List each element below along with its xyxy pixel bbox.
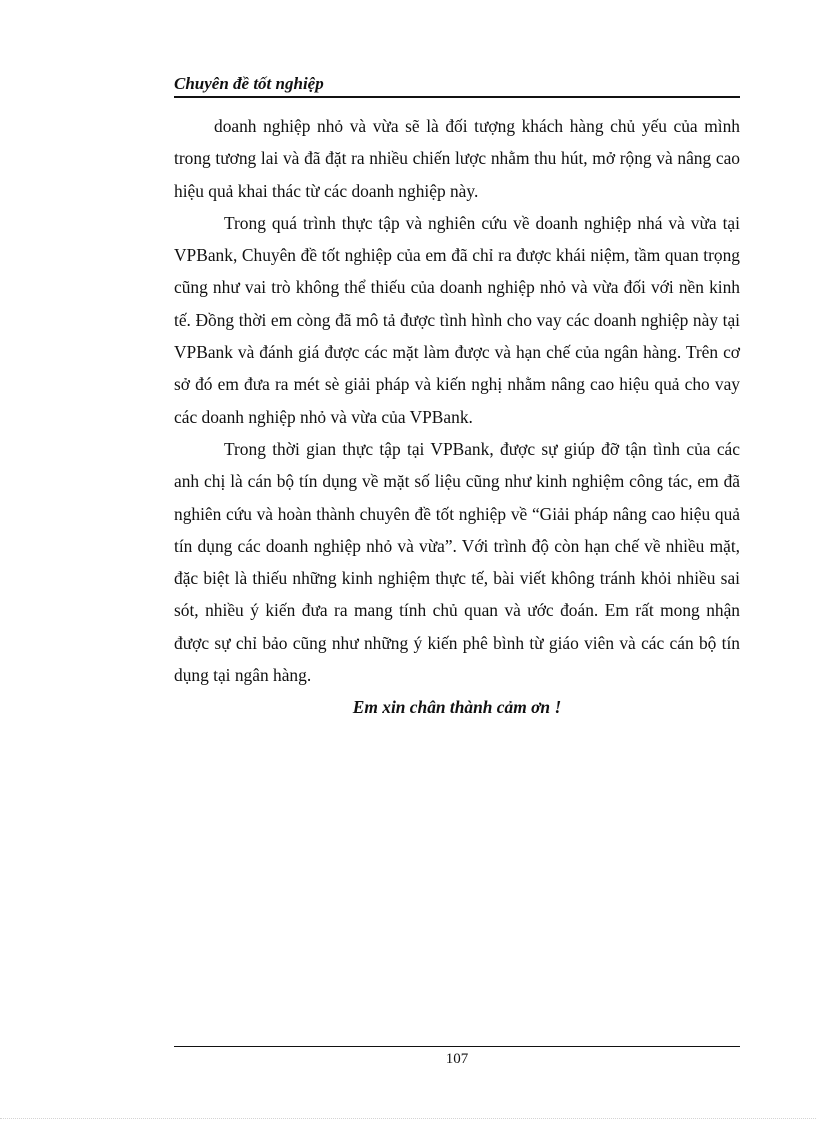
paragraph-continuation: doanh nghiệp nhỏ và vừa sẽ là đối tượng khách hàng chủ yếu của mình trong tương lai và đã đặt ra nhiều chiến lược nhằm thu hút, mở rộng và nâng cao hiệu quả khai thác từ các doanh nghiệp này. xyxy=(174,116,740,201)
closing-thanks: Em xin chân thành cảm ơn ! xyxy=(352,697,562,718)
paragraph-internship-research: Trong quá trình thực tập và nghiên cứu về doanh nghiệp nhá và vừa tại VPBank, Chuyên đề tốt nghiệp của em đã chỉ ra được khái niệm, tầm quan trọng cũng như vai trò không thể thiếu của doanh nghiệp nhỏ và vừa đối với nền kinh tế. Đồng thời em còng đã mô tả được tình hình cho vay các doanh nghiệp này tại VPBank và đánh giá được các mặt làm được và hạn chế của ngân hàng. Trên cơ sở đó em đưa ra mét sè giải pháp và kiến nghị nhằm nâng cao hiệu quả cho vay các doanh nghiệp nhỏ và vừa của VPBank. xyxy=(174,212,740,427)
header-title: Chuyên đề tốt nghiệp xyxy=(174,74,324,93)
paragraph-acknowledgement: Trong thời gian thực tập tại VPBank, được sự giúp đỡ tận tình của các anh chị là cán bộ tín dụng về mặt số liệu cũng như kinh nghiệm công tác, em đã nghiên cứu và hoàn thành chuyên đề tốt nghiệp về “Giải pháp nâng cao hiệu quả tín dụng các doanh nghiệp nhỏ và vừa”. Với trình độ còn hạn chế về nhiều mặt, đặc biệt là thiếu những kinh nghiệm thực tế, bài viết không tránh khỏi nhiều sai sót, nhiều ý kiến đưa ra mang tính chủ quan và ước đoán. Em rất mong nhận được sự chỉ bảo cũng như những ý kiến phê bình từ giáo viên và các cán bộ tín dụng tại ngân hàng. xyxy=(174,438,740,686)
page-header xyxy=(174,74,740,98)
footer-rule xyxy=(174,1046,740,1047)
body-text xyxy=(174,110,740,724)
page-bottom-divider xyxy=(0,1118,816,1119)
page-number: 107 xyxy=(445,1051,469,1067)
